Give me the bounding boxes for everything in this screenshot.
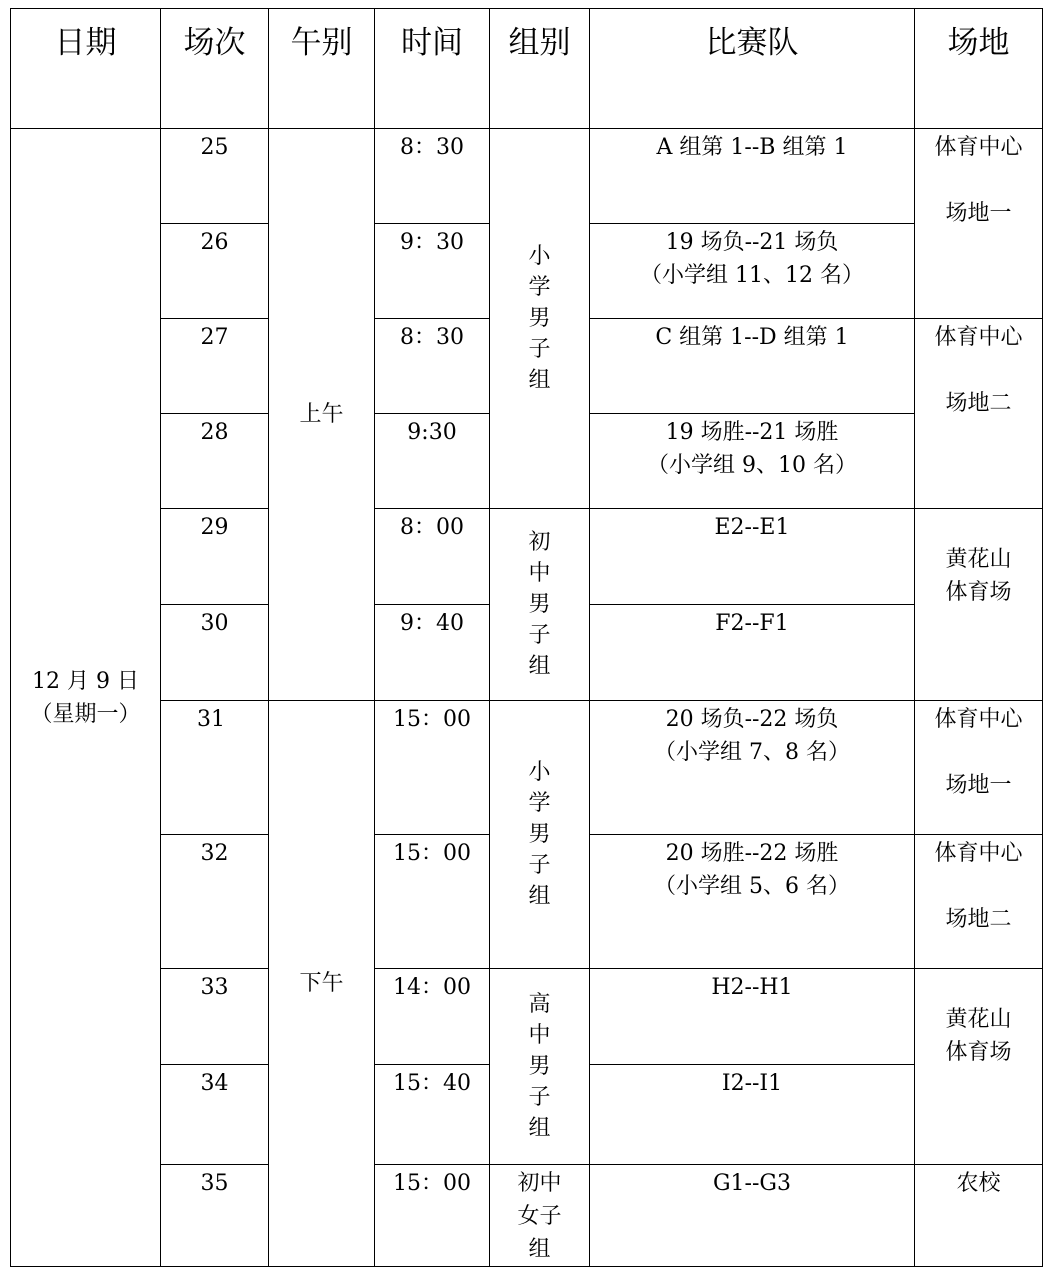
match-time: 9:30: [375, 414, 490, 509]
group-label: 小学男子组: [528, 759, 551, 909]
match-teams: [590, 1065, 915, 1165]
group-junior-girls: [490, 1165, 590, 1267]
venue-cell: [915, 835, 1043, 969]
header-time: 时间: [375, 9, 490, 129]
match-no: 29: [161, 509, 269, 605]
venue-cell: [915, 509, 1043, 701]
venue-line1: 黄花山: [945, 547, 1012, 572]
venue-cell: [915, 129, 1043, 319]
header-match-no: 场次: [161, 9, 269, 129]
table-row: [11, 969, 1043, 1065]
group-line3: 组: [528, 1237, 551, 1262]
teams-line: 20 场胜--22 场胜: [665, 841, 839, 866]
teams-line: E2--E1: [714, 515, 790, 540]
date-line: 12 月 9 日: [32, 668, 139, 694]
teams-line: 19 场胜--21 场胜: [665, 420, 839, 445]
group-junior-boys: [490, 509, 590, 701]
match-no: 28: [161, 414, 269, 509]
group-senior-boys: [490, 969, 590, 1165]
match-time: 8：00: [375, 509, 490, 605]
match-teams: [590, 224, 915, 319]
venue-line1: 农校: [956, 1171, 1001, 1196]
venue-line2: 场地二: [945, 391, 1012, 416]
header-row: [11, 9, 1043, 129]
match-time: 8：30: [375, 319, 490, 414]
match-teams: [590, 129, 915, 224]
venue-line2: 体育场: [945, 1040, 1012, 1065]
header-date: 日期: [11, 9, 161, 129]
match-teams: [590, 1165, 915, 1267]
venue-line1: 体育中心: [934, 841, 1023, 866]
venue-line1: 黄花山: [945, 1007, 1012, 1032]
venue-line2: 场地一: [945, 201, 1012, 226]
venue-line2: 体育场: [945, 580, 1012, 605]
group-line1: 初中: [517, 1171, 562, 1196]
teams-note: （小学组 5、6 名）: [654, 874, 850, 899]
match-no: 30: [161, 605, 269, 701]
venue-line2: 场地一: [945, 773, 1012, 798]
match-teams: [590, 969, 915, 1065]
weekday-line: （星期一）: [30, 701, 141, 727]
match-no: 32: [161, 835, 269, 969]
match-no: 26: [161, 224, 269, 319]
match-time: 9：40: [375, 605, 490, 701]
teams-line: H2--H1: [711, 975, 793, 1000]
venue-line1: 体育中心: [934, 325, 1023, 350]
match-time: 9：30: [375, 224, 490, 319]
venue-cell: [915, 701, 1043, 835]
teams-line: A 组第 1--B 组第 1: [656, 135, 848, 160]
teams-line: 19 场负--21 场负: [665, 230, 839, 255]
teams-line: G1--G3: [712, 1171, 791, 1196]
group-label: 高中男子组: [528, 991, 551, 1141]
match-time: 15：00: [375, 1165, 490, 1267]
header-venue: 场地: [915, 9, 1043, 129]
teams-line: 20 场负--22 场负: [665, 707, 839, 732]
match-teams: [590, 835, 915, 969]
header-group: 组别: [490, 9, 590, 129]
teams-line: C 组第 1--D 组第 1: [655, 325, 849, 350]
teams-line: I2--I1: [721, 1071, 783, 1096]
teams-note: （小学组 7、8 名）: [654, 740, 850, 765]
match-no: 31: [161, 701, 269, 835]
group-primary-boys-am: [490, 129, 590, 509]
venue-cell: [915, 969, 1043, 1165]
match-no: 27: [161, 319, 269, 414]
match-no: 34: [161, 1065, 269, 1165]
match-time: 15：00: [375, 835, 490, 969]
match-teams: [590, 605, 915, 701]
group-line2: 女子: [517, 1204, 562, 1229]
match-no: 35: [161, 1165, 269, 1267]
teams-note: （小学组 9、10 名）: [647, 453, 857, 478]
session-morning: 上午: [269, 129, 375, 701]
teams-line: F2--F1: [715, 611, 789, 636]
match-time: 15：00: [375, 701, 490, 835]
group-label: 小学男子组: [528, 243, 551, 393]
match-teams: [590, 414, 915, 509]
table-row: [11, 701, 1043, 835]
table-row: [11, 509, 1043, 605]
venue-line1: 体育中心: [934, 707, 1023, 732]
match-time: 14：00: [375, 969, 490, 1065]
table-row: [11, 129, 1043, 224]
match-time: 15：40: [375, 1065, 490, 1165]
venue-line1: 体育中心: [934, 135, 1023, 160]
venue-line2: 场地二: [945, 907, 1012, 932]
match-no: 25: [161, 129, 269, 224]
match-teams: [590, 509, 915, 605]
match-time: 8：30: [375, 129, 490, 224]
header-teams: 比赛队: [590, 9, 915, 129]
match-no: 33: [161, 969, 269, 1065]
schedule-table: [10, 8, 1043, 1267]
venue-cell: [915, 1165, 1043, 1267]
date-cell: [11, 129, 161, 1267]
session-afternoon: 下午: [269, 701, 375, 1267]
venue-cell: [915, 319, 1043, 509]
match-teams: [590, 319, 915, 414]
group-primary-boys-pm: [490, 701, 590, 969]
header-session: 午别: [269, 9, 375, 129]
group-label: 初中男子组: [528, 529, 551, 679]
table-row: [11, 1165, 1043, 1267]
teams-note: （小学组 11、12 名）: [640, 263, 864, 288]
match-teams: [590, 701, 915, 835]
